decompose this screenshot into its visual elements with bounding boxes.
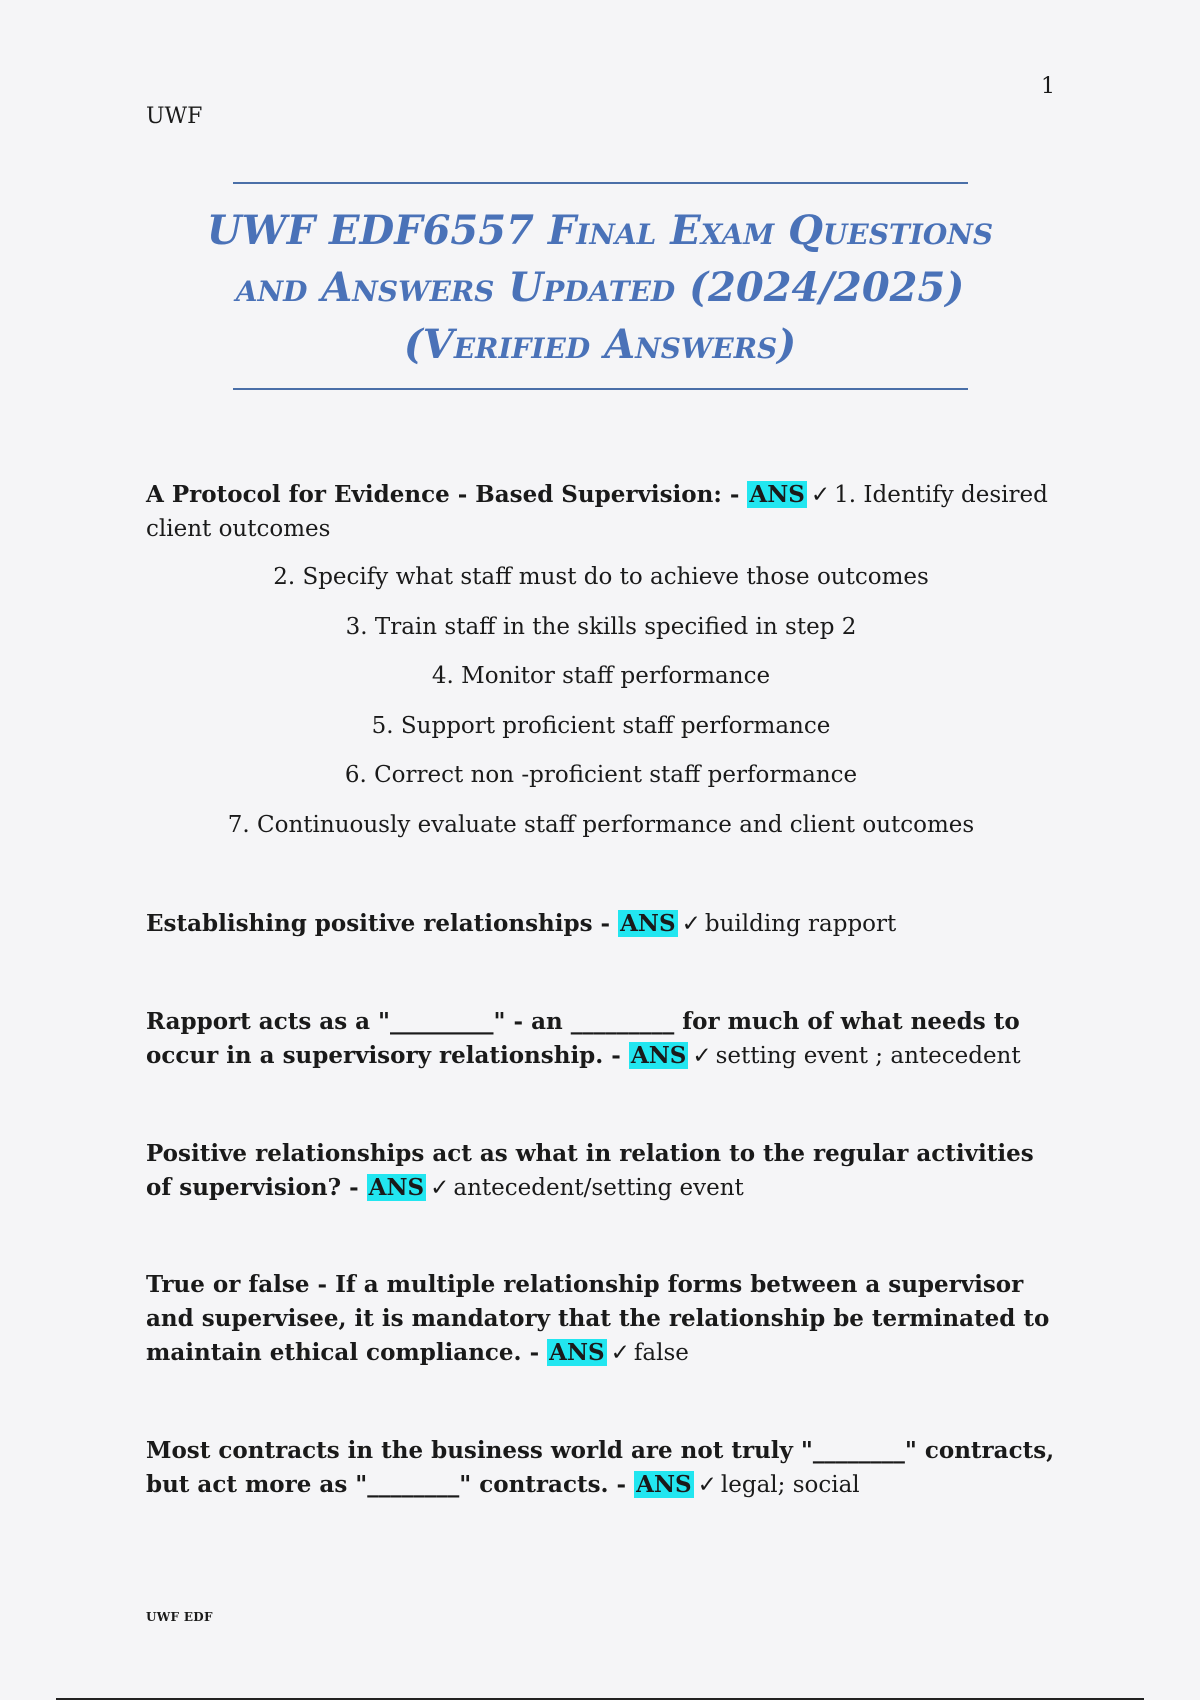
check-icon: ✓ <box>430 1175 450 1201</box>
qa-item <box>146 1005 1056 1073</box>
ans-label: ANS <box>620 910 676 937</box>
qa-item <box>146 478 1056 546</box>
protocol-steps <box>146 560 1056 857</box>
title-line: and Answers Updated (2024/2025) <box>235 264 965 311</box>
ans-label: ANS <box>630 1042 687 1069</box>
answer-text: antecedent/setting event <box>453 1175 744 1201</box>
question-text: Positive relationships act as what in relation to the regular activities of supervision? - <box>146 1140 1034 1201</box>
ans-label: ANS <box>749 481 805 508</box>
page-footer: UWF EDF <box>146 1610 213 1624</box>
title-bottom-rule <box>233 388 968 390</box>
document-title <box>200 202 1000 373</box>
ans-label: ANS <box>549 1339 605 1366</box>
ans-label: ANS <box>368 1174 425 1201</box>
page-header: UWF <box>146 104 203 129</box>
question-text: Most contracts in the business world are not truly "________" contracts, but act more as "________" contracts. - <box>146 1437 1055 1498</box>
list-item: 7. Continuously evaluate staff performance and client outcomes <box>227 811 975 838</box>
list-item: 3. Train staff in the skills specified in step 2 <box>345 613 857 640</box>
question-text: Rapport acts as a "_________" - an _________ for much of what needs to occur in a supervisory relationship. - <box>146 1008 1020 1069</box>
list-item: 2. Specify what staff must do to achieve those outcomes <box>273 564 929 590</box>
title-line: UWF EDF6557 Final Exam Questions <box>206 207 994 254</box>
question-text: True or false - If a multiple relationship forms between a supervisor and supervisee, it is mandatory that the relationship be terminated to maintain ethical compliance. - <box>146 1271 1050 1366</box>
check-icon: ✓ <box>681 911 701 937</box>
qa-item <box>146 1137 1056 1205</box>
check-icon: ✓ <box>697 1472 717 1498</box>
answer-text: legal; social <box>720 1472 860 1498</box>
list-item: 5. Support proficient staff performance <box>371 712 831 739</box>
answer-text: building rapport <box>704 911 897 937</box>
check-icon: ✓ <box>610 1340 630 1366</box>
page-number: 1 <box>1041 74 1055 99</box>
answer-text: 1. Identify desired client outcomes <box>146 482 1048 542</box>
list-item: 4. Monitor staff performance <box>431 663 771 689</box>
ans-label: ANS <box>636 1471 692 1498</box>
answer-text: setting event ; antecedent <box>715 1043 1021 1069</box>
check-icon: ✓ <box>692 1043 712 1069</box>
answer-text: false <box>633 1340 689 1366</box>
qa-item <box>146 907 1056 941</box>
title-line: (Verified Answers) <box>403 321 797 368</box>
list-item: 6. Correct non -proficient staff performance <box>344 762 858 788</box>
qa-item <box>146 1268 1056 1370</box>
question-text: Establishing positive relationships - <box>146 910 619 937</box>
title-top-rule <box>233 182 968 184</box>
check-icon: ✓ <box>810 482 831 508</box>
question-text: A Protocol for Evidence - Based Supervision: - <box>146 481 748 508</box>
qa-item <box>146 1434 1056 1502</box>
